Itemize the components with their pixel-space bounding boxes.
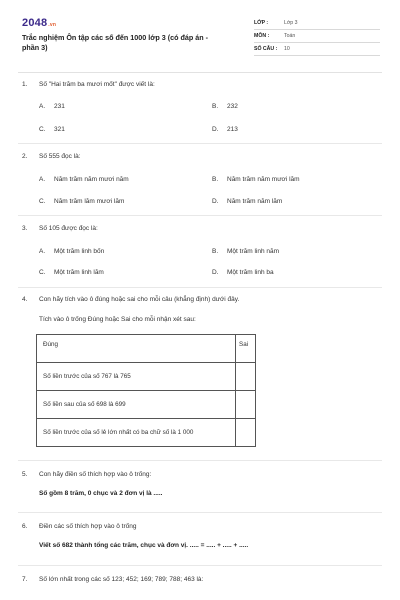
option-letter: D.	[212, 198, 219, 205]
question-6	[22, 523, 136, 530]
option-text: 213	[227, 126, 238, 133]
option-1a[interactable]	[39, 103, 65, 110]
answer-cell[interactable]	[236, 391, 256, 419]
option-text: Năm trăm lăm mươi lăm	[54, 198, 125, 205]
statement-cell: Số liền sau của số 698 là 699	[37, 391, 236, 419]
question-number: 3.	[22, 225, 28, 232]
question-4	[22, 296, 239, 303]
meta-row-class	[254, 17, 380, 30]
option-text: Một trăm linh lăm	[54, 269, 104, 276]
logo-text: 2048	[22, 17, 48, 29]
statement-cell: Số liền trước của số 767 là 765	[37, 363, 236, 391]
option-2b[interactable]	[212, 176, 300, 183]
question-number: 1.	[22, 81, 28, 88]
question-2	[22, 153, 81, 160]
option-text: Năm trăm năm mươi năm	[54, 176, 129, 183]
option-text: Một trăm linh năm	[227, 248, 280, 255]
option-3c[interactable]	[39, 269, 104, 276]
option-text: Năm trăm năm lăm	[227, 198, 283, 205]
option-letter: B.	[212, 248, 219, 255]
option-letter: B.	[212, 103, 219, 110]
question-5	[22, 471, 151, 478]
meta-key: MÔN :	[254, 33, 270, 39]
question-divider	[18, 215, 382, 216]
option-letter: C.	[39, 198, 46, 205]
question-number: 7.	[22, 576, 28, 583]
question-text: Số lớn nhất trong các số 123; 452; 169; 789; 788; 463 là:	[39, 576, 204, 583]
table-row	[37, 363, 256, 391]
table-header-row	[37, 335, 256, 363]
table-row	[37, 419, 256, 447]
question-text: Số 105 được đọc là:	[39, 225, 98, 232]
question-divider	[18, 143, 382, 144]
question-text: Con hãy tích vào ô đúng hoặc sai cho mỗi câu (khẳng định) dưới đây.	[39, 296, 240, 303]
option-2d[interactable]	[212, 198, 282, 205]
option-text: Một trăm linh bốn	[54, 248, 105, 255]
option-letter: D.	[212, 126, 219, 133]
meta-key: LỚP :	[254, 20, 269, 26]
quiz-meta	[254, 17, 380, 56]
question-instruction: Tích vào ô trống Đúng hoặc Sai cho mỗi nhận xét sau:	[39, 316, 196, 323]
question-number: 6.	[22, 523, 28, 530]
option-2c[interactable]	[39, 198, 124, 205]
question-divider	[18, 287, 382, 288]
option-text: 231	[54, 103, 65, 110]
meta-value: Toán	[284, 33, 296, 39]
option-text: Năm trăm năm mươi lăm	[227, 176, 300, 183]
meta-value: 10	[284, 46, 290, 52]
answer-cell[interactable]	[236, 419, 256, 447]
option-letter: C.	[39, 126, 46, 133]
option-text: 321	[54, 126, 65, 133]
question-text: Số 555 đọc là:	[39, 153, 81, 160]
option-3a[interactable]	[39, 248, 104, 255]
statement-cell: Số liền trước của số lẻ lớn nhất có ba chữ số là 1 000	[37, 419, 236, 447]
option-3b[interactable]	[212, 248, 279, 255]
question-number: 5.	[22, 471, 28, 478]
question-detail: Viết số 682 thành tổng các trăm, chục và đơn vị. ..... = ..... + ..... + .....	[39, 542, 249, 549]
option-letter: A.	[39, 103, 46, 110]
option-text: 232	[227, 103, 238, 110]
question-text: Con hãy điền số thích hợp vào ô trống:	[39, 471, 152, 478]
question-divider	[18, 565, 382, 566]
answer-cell[interactable]	[236, 363, 256, 391]
true-false-table	[36, 334, 256, 447]
option-text: Một trăm linh ba	[227, 269, 274, 276]
header-true: Đúng	[37, 335, 236, 363]
option-letter: D.	[212, 269, 219, 276]
meta-value: Lớp 3	[284, 20, 298, 26]
option-letter: A.	[39, 248, 46, 255]
question-1	[22, 81, 155, 88]
question-7	[22, 576, 203, 583]
header-false: Sai	[236, 335, 256, 363]
question-3	[22, 225, 98, 232]
option-letter: A.	[39, 176, 46, 183]
option-1c[interactable]	[39, 126, 65, 133]
site-logo[interactable]	[22, 17, 56, 29]
table-row	[37, 391, 256, 419]
page-header	[0, 0, 400, 70]
meta-key: SỐ CÂU :	[254, 46, 278, 52]
option-letter: C.	[39, 269, 46, 276]
option-1b[interactable]	[212, 103, 238, 110]
question-text: Điền các số thích hợp vào ô trống	[39, 523, 137, 530]
logo-suffix: .vn	[48, 22, 57, 28]
question-number: 4.	[22, 296, 28, 303]
option-2a[interactable]	[39, 176, 129, 183]
question-detail: Số gồm 8 trăm, 0 chục và 2 đơn vị là .....	[39, 490, 163, 497]
question-number: 2.	[22, 153, 28, 160]
header-divider	[18, 72, 382, 73]
option-letter: B.	[212, 176, 219, 183]
question-divider	[18, 512, 382, 513]
question-text: Số "Hai trăm ba mươi mốt" được viết là:	[39, 81, 155, 88]
option-1d[interactable]	[212, 126, 238, 133]
meta-row-subject	[254, 30, 380, 43]
meta-row-count	[254, 43, 380, 56]
question-divider	[18, 460, 382, 461]
page-title: Trắc nghiệm Ôn tập các số đến 1000 lớp 3 (có đáp án - phần 3)	[22, 33, 209, 52]
option-3d[interactable]	[212, 269, 274, 276]
